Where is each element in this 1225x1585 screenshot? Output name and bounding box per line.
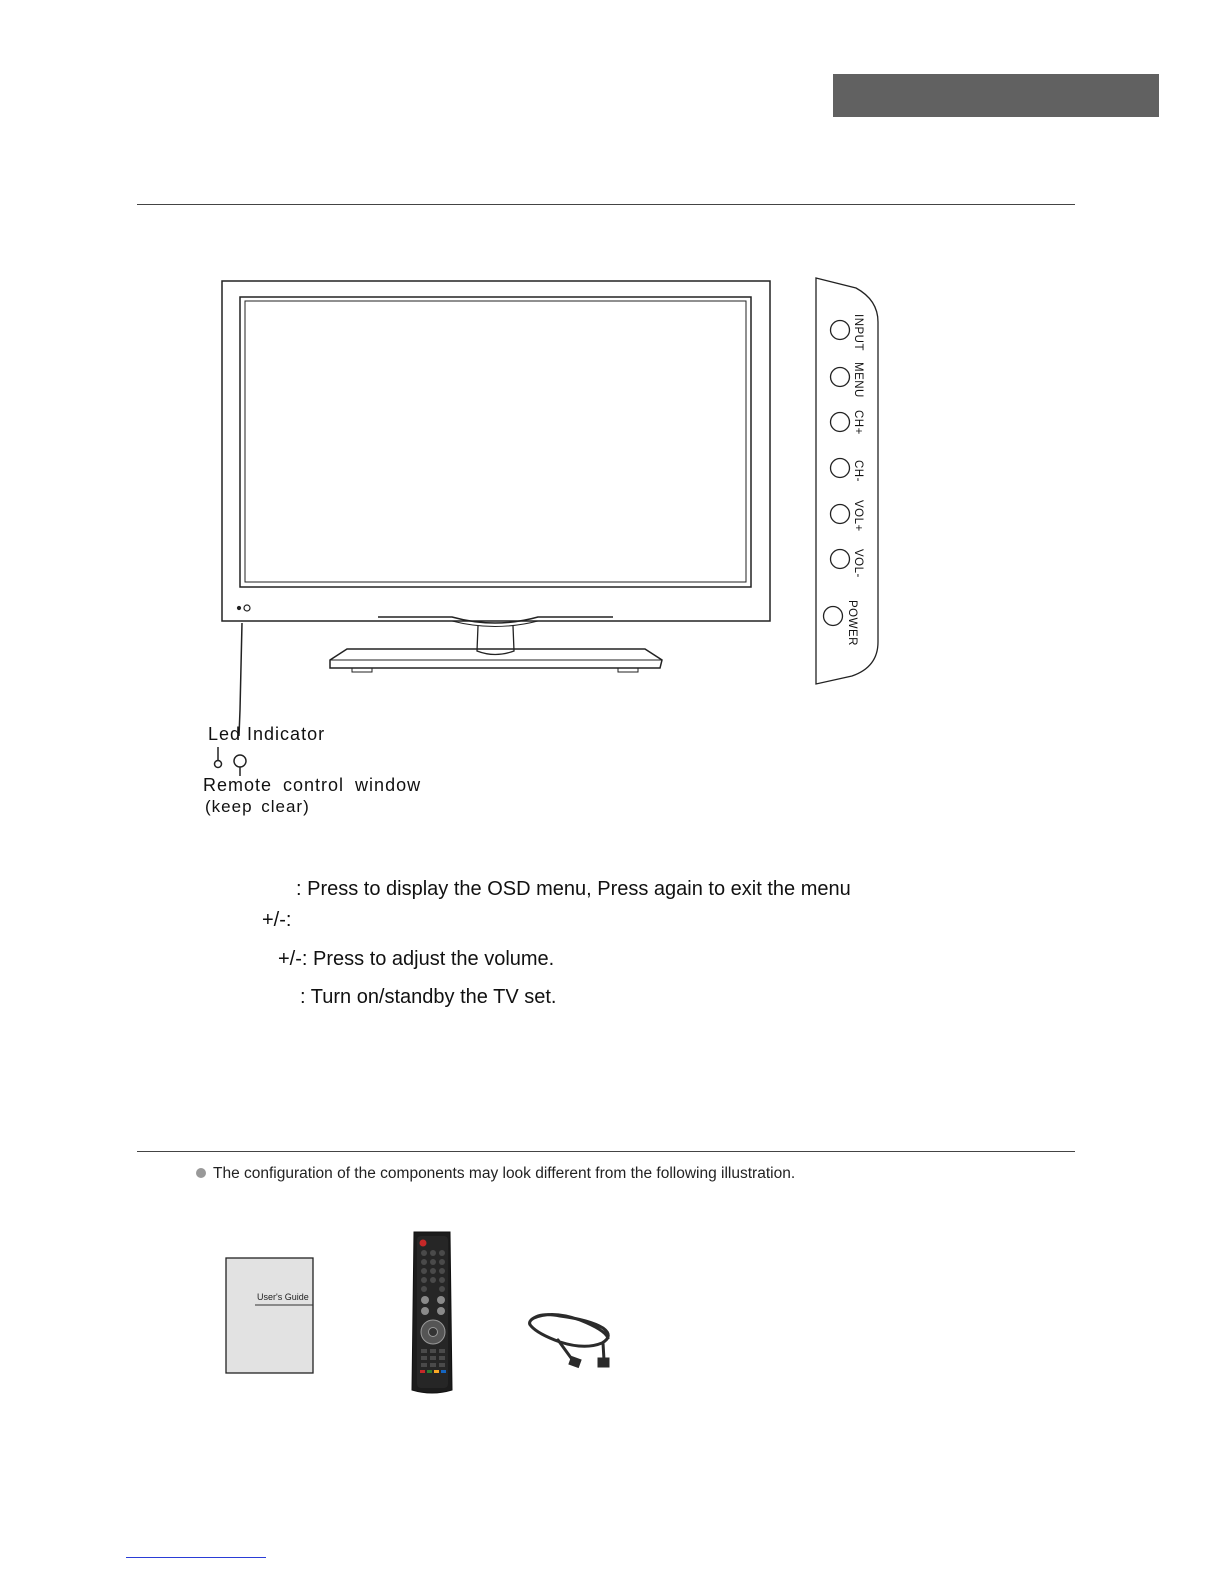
label-menu: MENU	[852, 362, 864, 398]
input-button	[831, 321, 850, 340]
led-callout-line	[239, 623, 242, 736]
power-cord-illustration	[530, 1314, 609, 1367]
label-vol-minus: VOL-	[852, 549, 864, 578]
menu-description: : Press to display the OSD menu, Press again to exit the menu	[296, 878, 851, 900]
label-ch-plus: CH+	[852, 410, 864, 435]
led-dot	[237, 606, 240, 609]
side-panel-labels	[846, 314, 864, 646]
label-vol-plus: VOL+	[852, 500, 864, 532]
remote-control-illustration	[412, 1232, 452, 1393]
power-description: : Turn on/standby the TV set.	[300, 986, 557, 1008]
accessories-rule	[137, 1151, 1075, 1152]
users-guide-illustration	[226, 1258, 313, 1373]
ch-plus-button	[831, 413, 850, 432]
label-power: POWER	[846, 600, 858, 646]
stand-neck	[477, 626, 514, 655]
led-remote-symbols	[215, 747, 247, 776]
channel-description: +/-:	[262, 909, 292, 931]
power-button	[824, 607, 843, 626]
volume-description: +/-: Press to adjust the volume.	[278, 948, 555, 970]
accessories-note	[196, 1165, 795, 1183]
label-input: INPUT	[852, 314, 864, 351]
tv-front-illustration	[222, 281, 770, 672]
vol-plus-button	[831, 505, 850, 524]
menu-button	[831, 368, 850, 387]
remote-window-label: Remote control window	[203, 775, 422, 795]
led-indicator-label: Led Indicator	[208, 724, 326, 744]
stand-base	[330, 649, 662, 668]
keep-clear-label: (keep clear)	[205, 797, 310, 816]
tv-bezel	[222, 281, 770, 621]
stand-wave	[378, 617, 613, 623]
footer-link-rule	[126, 1557, 266, 1558]
ch-minus-button	[831, 459, 850, 478]
bullet-icon	[196, 1168, 206, 1178]
vol-minus-button	[831, 550, 850, 569]
label-ch-minus: CH-	[852, 460, 864, 482]
tv-screen-outer	[240, 297, 751, 587]
remote-window-dot	[244, 605, 250, 611]
tv-screen-inner	[245, 301, 746, 582]
users-guide-label: User's Guide	[257, 1292, 309, 1302]
accessories-note-text: The configuration of the components may look different from the following illustration.	[213, 1165, 796, 1182]
